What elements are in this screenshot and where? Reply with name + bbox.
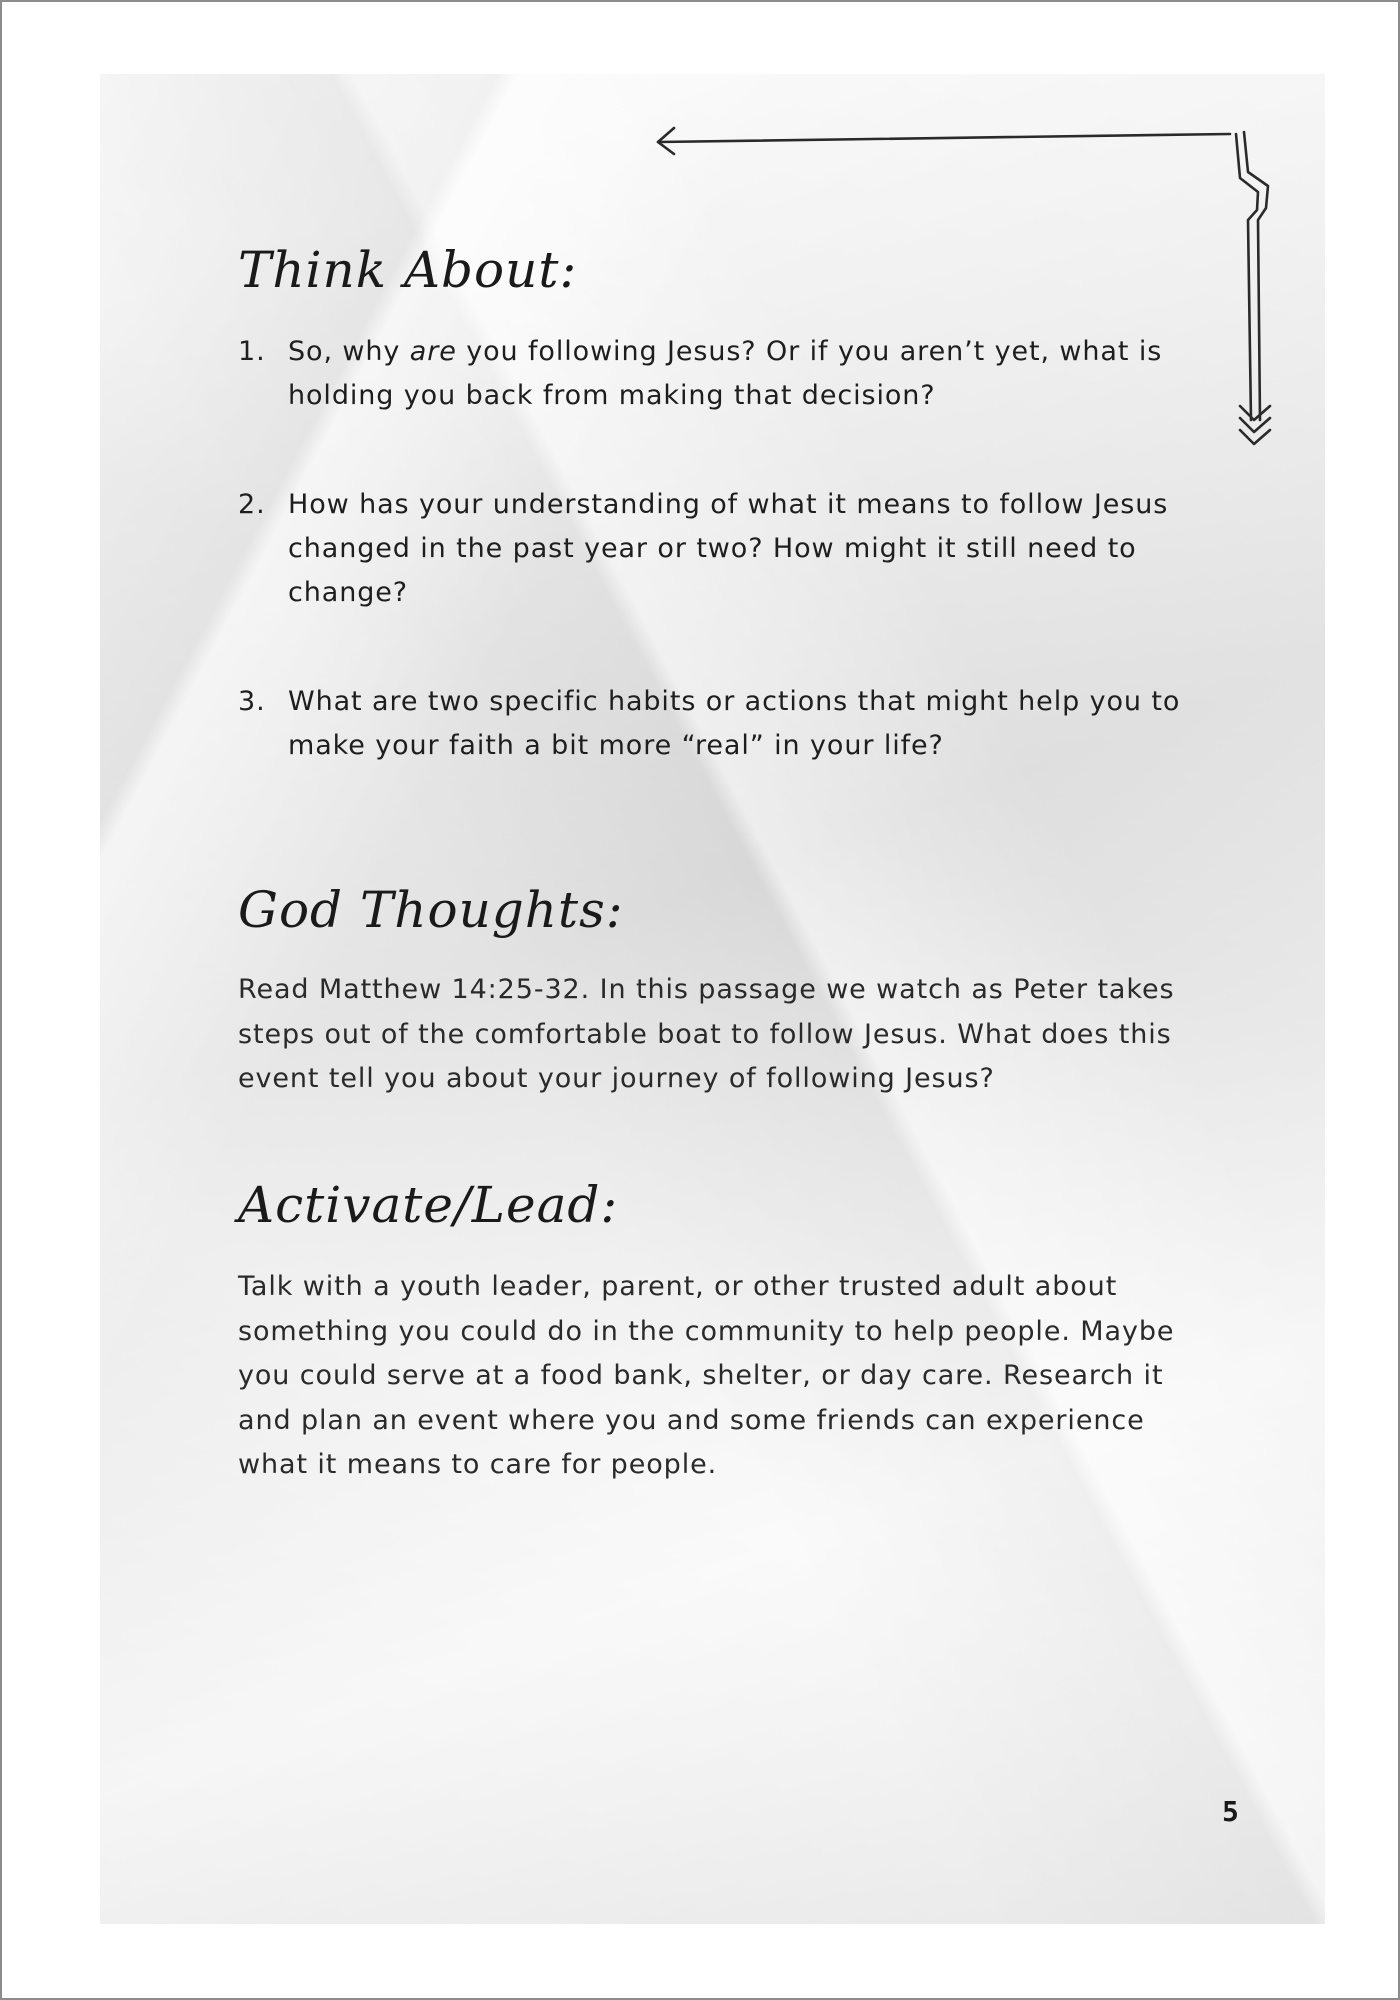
emphasis-are: are xyxy=(409,336,457,367)
question-text: How has your understanding of what it means to follow Jesus changed in the past year or two? How might it still need to change? xyxy=(288,489,1169,608)
question-text: What are two specific habits or actions that might help you to make your faith a bit more “real” in your life? xyxy=(288,686,1181,761)
page-number: 5 xyxy=(1222,1795,1239,1828)
question-item xyxy=(238,330,1198,418)
activate-lead-text: Talk with a youth leader, parent, or other trusted adult about something you could do in the community to help people. Maybe you could serve at a food bank, shelter, or day care. Research it and plan an event where you and some friends can experience what it means to care for people. xyxy=(238,1271,1175,1480)
god-thoughts-text: Read Matthew 14:25-32. In this passage we watch as Peter takes steps out of the comfortable boat to follow Jesus. What does this event tell you about your journey of following Jesus? xyxy=(238,974,1175,1094)
think-about-heading: Think About: xyxy=(238,241,578,299)
question-text: So, why are you following Jesus? Or if you aren’t yet, what is holding you back from making that decision? xyxy=(288,336,1163,411)
question-item xyxy=(238,680,1198,768)
think-about-questions xyxy=(238,330,1198,833)
question-number: 1. xyxy=(238,336,266,367)
activate-lead-heading: Activate/Lead: xyxy=(238,1176,619,1234)
god-thoughts-heading: God Thoughts: xyxy=(238,881,624,939)
question-item xyxy=(238,483,1198,615)
question-number: 2. xyxy=(238,489,266,520)
question-number: 3. xyxy=(238,686,266,717)
